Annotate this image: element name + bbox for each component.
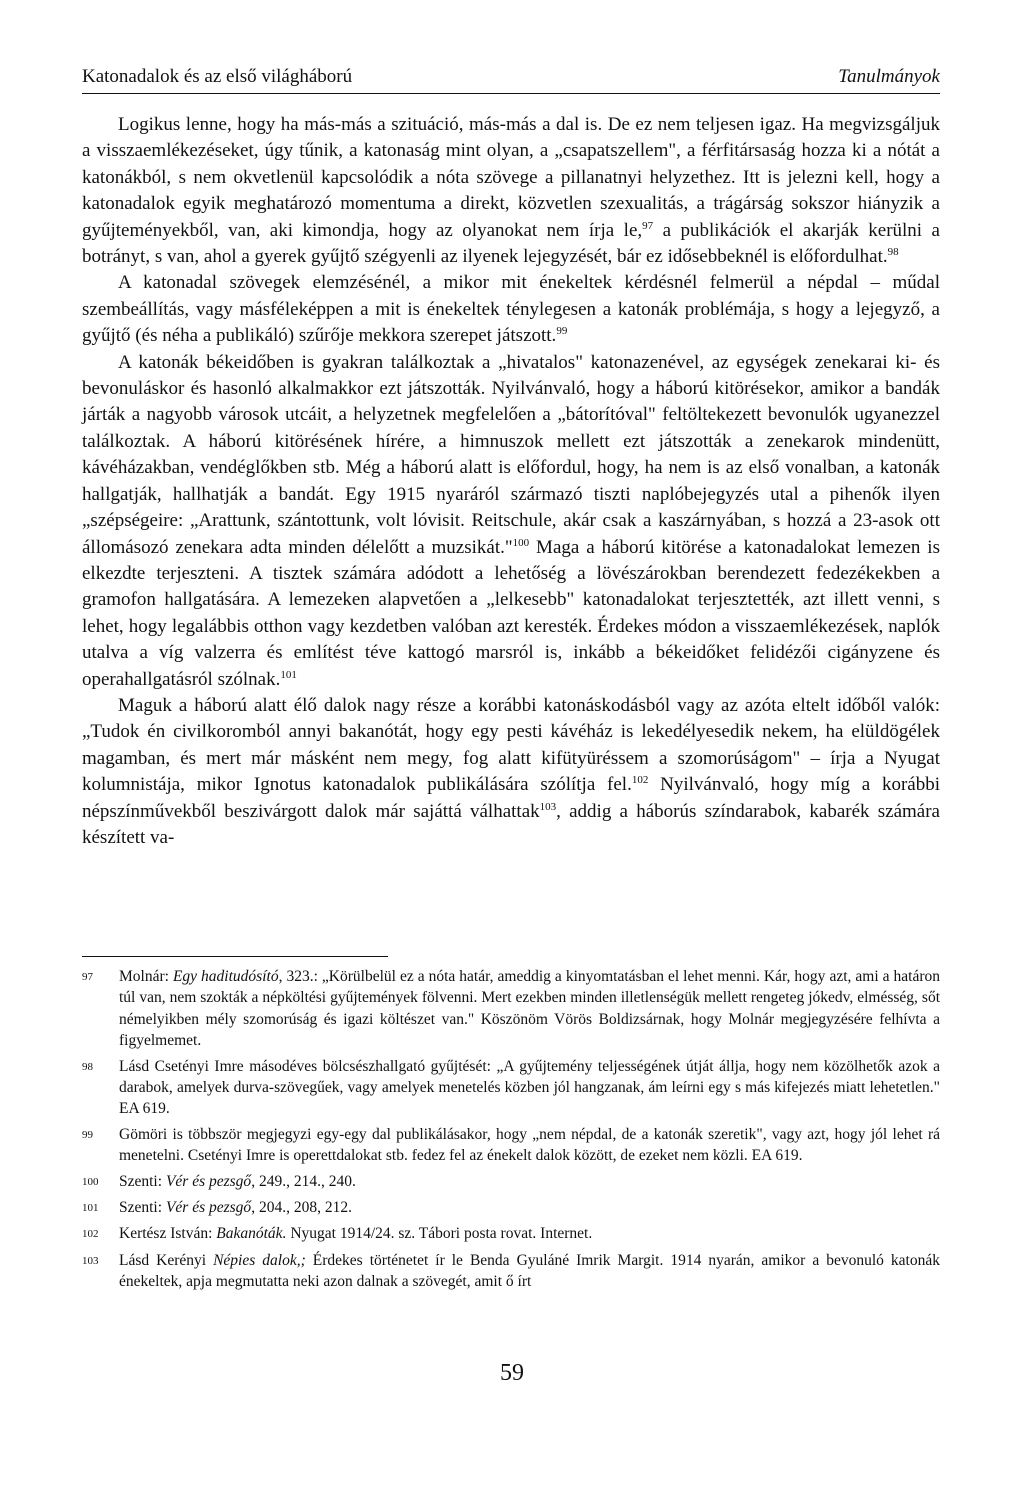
- footnote-number: 99: [82, 1128, 93, 1141]
- page-number: 59: [500, 1360, 524, 1386]
- footnote-ref-99[interactable]: 99: [556, 325, 568, 338]
- header-title: Katonadalok és az első világháború: [82, 66, 353, 87]
- footnote: [82, 1223, 940, 1245]
- footnote: [82, 1197, 940, 1219]
- footnote-ref-98[interactable]: 98: [887, 246, 899, 259]
- footnote-ref-103[interactable]: 103: [539, 800, 557, 813]
- footnote-number: 102: [82, 1228, 99, 1241]
- footnote: [82, 1250, 940, 1293]
- footnote-ref-97[interactable]: 97: [642, 219, 654, 232]
- footnote-ref-102[interactable]: 102: [631, 774, 649, 787]
- paragraph-4: Maguk a háború alatt élő dalok nagy része a korábbi katonáskodásból vagy az azóta eltelt időből valók: „Tudok én civilkoromból annyi bakanótát, hogy egy pesti kávéház is lekedélyesedik nekem, ha elüldögélek magamban, és mert már másként nem megy, fog alatt kifütyüréssem a szomorúságom" – írja a Nyugat kolumnistája, mikor Ignotus katonadalok publikálására szólítja fel.$^{102}$ Nyilvánvaló, hogy míg a korábbi népszínművekből beszivárgott dalok már sajáttá válhattak$^{103}$, addig a háborús színdarabok, kabarék számára készített va-: [82, 694, 940, 848]
- body-text: [82, 112, 940, 851]
- footnote-text: Lásd Csetényi Imre másodéves bölcsészhallgató gyűjtését: „A gyűjtemény teljességének útját állja, hogy nem közölhetők azok a darabok, amelyek durva-szövegűek, vagy amelyek menetelés közben jól hangzanak, ám leírni egy s más kifejezés miatt lehetetlen." EA 619.: [119, 1057, 940, 1118]
- footnote-number: 100: [82, 1175, 99, 1188]
- footnote-number: 103: [82, 1254, 99, 1267]
- footnote: [82, 966, 940, 1052]
- running-header: [82, 66, 940, 94]
- footnote-text: Lásd Kerényi Népies dalok,; Érdekes történetet ír le Benda Gyuláné Imrik Margit. 1914 nyarán, amikor a bevonuló katonák énekeltek, apja megmutatta neki azon dalnak a szövegét, amit ő írt: [119, 1251, 940, 1291]
- footnote-text: Gömöri is többször megjegyzi egy-egy dal publikálásakor, hogy „nem népdal, de a katonák szeretik", vagy azt, hogy jól lehet rá menetelni. Csetényi Imre is operettdalokat stb. fedez fel az énekelt dalok között, de ezeket nem közli. EA 619.: [119, 1125, 940, 1165]
- footnote-text: Molnár: Egy haditudósító, 323.: „Körülbelül ez a nóta határ, ameddig a kinyomtatásban el lehet menni. Kár, hogy azt, ami a határon túl van, nem szokták a népköltési gyűjtemények fölvenni. Mert ezekben minden illetlenségük mellett rengeteg jókedv, elmésség, sőt némelyikben mély szomorúság és igazi költészet van." Köszönöm Vörös Boldizsárnak, hogy Molnár megjegyzésére felhívta a figyelmemet.: [119, 968, 941, 1050]
- footnote: [82, 1056, 940, 1120]
- footnote-ref-101[interactable]: 101: [280, 668, 297, 681]
- header-section: Tanulmányok: [838, 66, 940, 87]
- paragraph-1: Logikus lenne, hogy ha más-más a szituáció, más-más a dal is. De ez nem teljesen igaz. Ha megvizsgáljuk a visszaemlékezéseket, úgy tűnik, a katonaság mint olyan, a „csapatszellem", a férfitársaság hozza ki a nótát a katonákból, s nem okvetlenül kapcsolódik a nóta szövege a pillanatnyi helyzethez. Itt is jelezni kell, hogy a katonadalok egyik meghatározó momentuma a direkt, közvetlen szexualitás, a trágárság sokszor hiányzik a gyűjteményekből, van, aki kimondja, hogy az olyanokat nem írja le,$^{97}$ a publikációk el akarják kerülni a botrányt, s van, ahol a gyerek gyűjtő szégyenli az ilyenek lejegyzését, bár ez idősebbeknél is előfordulhat.$^{98}$: [82, 114, 940, 268]
- footnote-text: Szenti: Vér és pezsgő, 204., 208, 212.: [119, 1199, 352, 1217]
- footnote-text: Szenti: Vér és pezsgő, 249., 214., 240.: [119, 1172, 356, 1190]
- footnote: [82, 1124, 940, 1167]
- footnote-number: 101: [82, 1202, 99, 1215]
- paragraph-3: A katonák békeidőben is gyakran találkoztak a „hivatalos" katonazenével, az egységek zenekarai ki- és bevonuláskor és hasonló alkalmakkor ezt játszották. Nyilvánvaló, hogy a háború kitörésekor, amikor a bandák járták a nagyobb városok utcáit, a helyzetnek megfelelően a „bátorítóval" feltöltekezett bevonulók ugyanezzel találkoztak. A háború kitörésének hírére, a himnuszok mellett ezt játszották a zenekarok mindenütt, kávéházakban, vendéglőkben stb. Még a háború alatt is előfordul, hogy, ha nem is az első vonalban, a katonák hallgatják, hallhatják a bandát. Egy 1915 nyaráról származó tiszti naplóbejegyzés utal a pihenők ilyen „szépségeire: „Arattunk, szántottunk, volt lóvisit. Reitschule, akár csak a kaszárnyában, s hozzá a 23-asok ott állomásozó zenekara adta minden délelőtt a muzsikát."$^{100}$ Maga a háború kitörése a katonadalokat lemezen is elkezdte terjeszteni. A tisztek számára adódott a lehetőség a lövészárokban berendezett fedezékekben a gramofon hallgatására. A lemezeken alapvetően a „lelkesebb" katonadalokat terjesztették, azt illett venni, s lehet, hogy legalábbis otthon vagy kezdetben valóban azt keresték. Érdekes módon a visszaemlékezések, naplók utalva a víg valzerra és említést téve kattogó marsról is, inkább a békeidőket felidézői cigányzene és operahallgatásról szólnak.$^{101}$: [82, 351, 940, 690]
- footnote: [82, 1171, 940, 1193]
- footnote-number: 97: [82, 971, 93, 983]
- footnote-text: Kertész István: Bakanóták. Nyugat 1914/24. sz. Tábori posta rovat. Internet.: [119, 1225, 593, 1243]
- footnote-number: 98: [82, 1060, 93, 1073]
- footnote-divider: [82, 956, 388, 957]
- footnotes: [82, 966, 940, 1297]
- paragraph-2: A katonadal szövegek elemzésénél, a mikor mit énekeltek kérdésnél felmerül a népdal – műdal szembeállítás, vagy másféleképpen a mit is énekeltek ténylegesen a katonák problémája, s hogy a lejegyző, a gyűjtő (és néha a publikáló) szűrője mekkora szerepet játszott.$^{99}$: [82, 272, 940, 347]
- footnote-ref-100[interactable]: 100: [512, 536, 530, 549]
